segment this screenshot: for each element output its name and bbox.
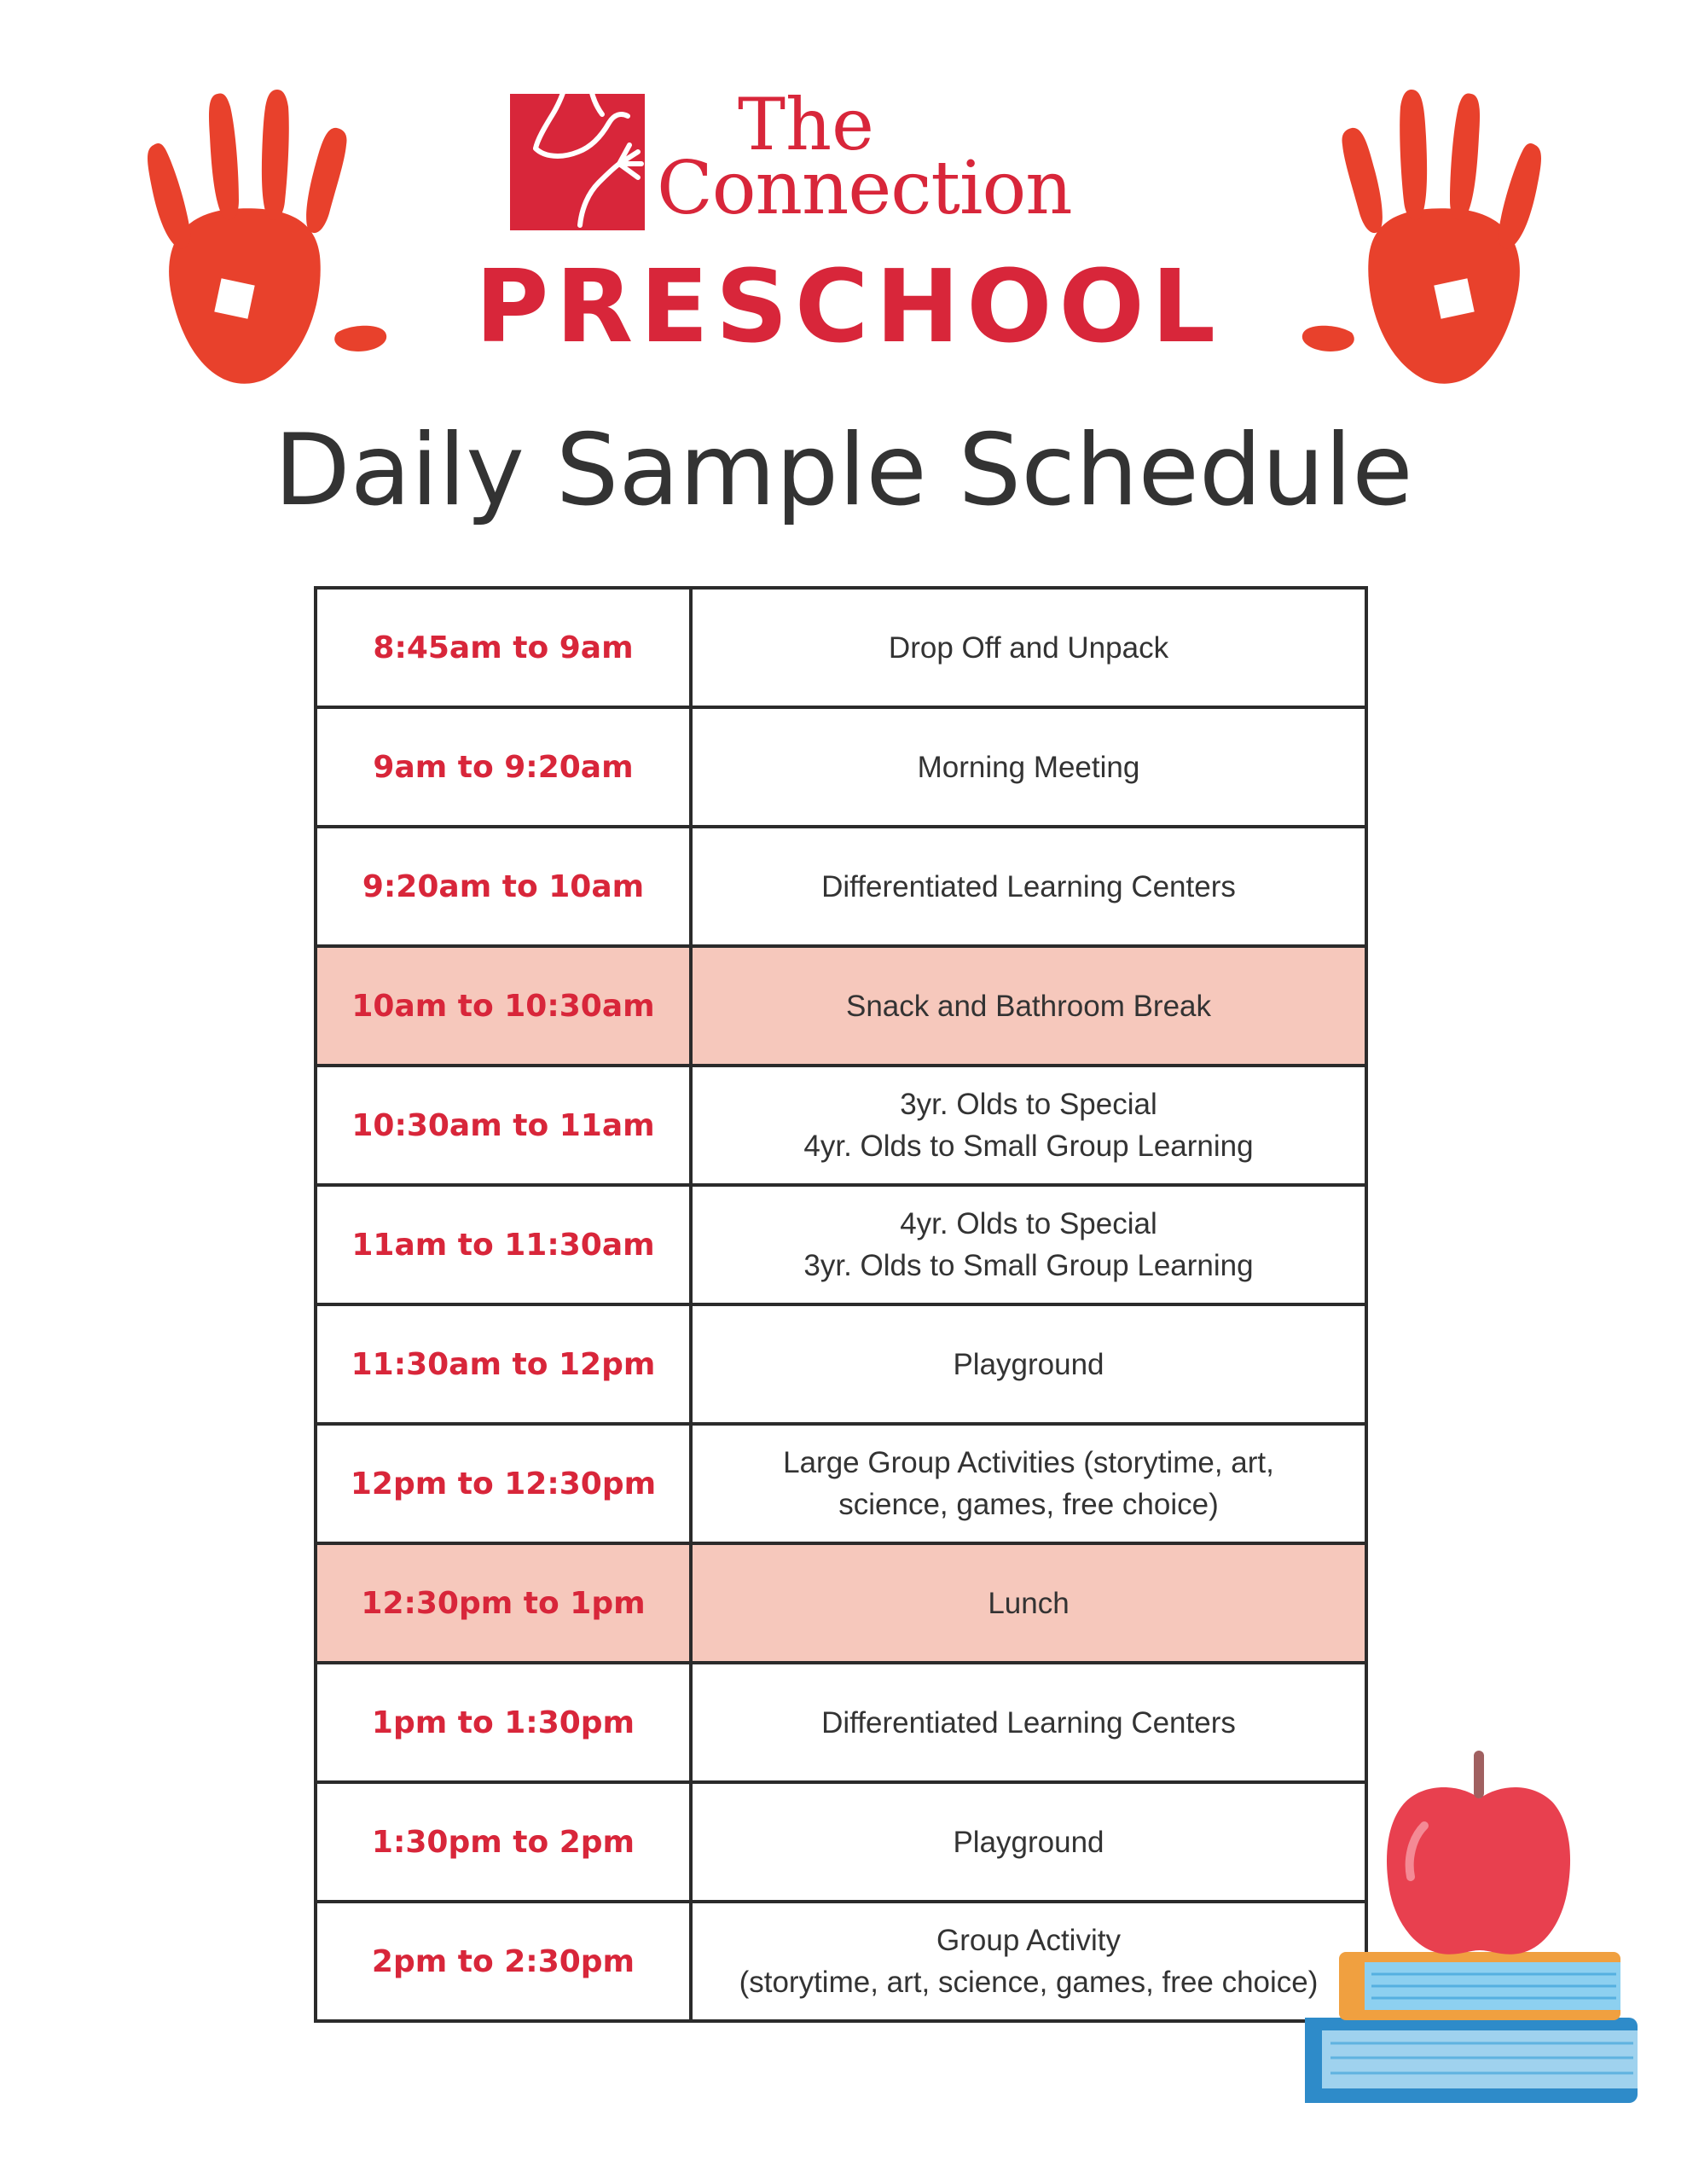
schedule-activity-line: Playground xyxy=(953,1825,1104,1859)
schedule-activity xyxy=(691,1663,1366,1782)
schedule-activity-line: 4yr. Olds to Small Group Learning xyxy=(803,1130,1254,1163)
schedule-row xyxy=(316,1902,1366,2021)
brand-name-connection: Connection xyxy=(657,146,1072,231)
helping-hands-logo-icon xyxy=(510,63,655,232)
schedule-activity-line: Large Group Activities (storytime, art, xyxy=(783,1446,1274,1479)
schedule-table xyxy=(314,586,1368,2023)
schedule-row xyxy=(316,1304,1366,1424)
schedule-time: 9am to 9:20am xyxy=(316,707,691,827)
schedule-activity-line: science, games, free choice) xyxy=(838,1488,1219,1521)
schedule-activity-line: Differentiated Learning Centers xyxy=(821,869,1236,903)
schedule-time: 12:30pm to 1pm xyxy=(316,1543,691,1663)
schedule-activity-line: (storytime, art, science, games, free choice) xyxy=(739,1966,1319,1999)
schedule-activity xyxy=(691,1304,1366,1424)
schedule-activity xyxy=(691,588,1366,707)
schedule-row xyxy=(316,1782,1366,1902)
schedule-row xyxy=(316,946,1366,1066)
schedule-row xyxy=(316,827,1366,946)
brand-name-the: The xyxy=(738,83,874,166)
schedule-table-body xyxy=(316,588,1366,2021)
schedule-activity-line: Group Activity xyxy=(936,1924,1121,1957)
schedule-time: 11:30am to 12pm xyxy=(316,1304,691,1424)
schedule-activity xyxy=(691,827,1366,946)
schedule-activity-line: Snack and Bathroom Break xyxy=(845,989,1211,1023)
schedule-activity-line: 3yr. Olds to Small Group Learning xyxy=(803,1249,1254,1282)
schedule-activity xyxy=(691,1066,1366,1185)
schedule-activity xyxy=(691,946,1366,1066)
schedule-time: 1:30pm to 2pm xyxy=(316,1782,691,1902)
schedule-time: 8:45am to 9am xyxy=(316,588,691,707)
schedule-activity-line: Playground xyxy=(953,1347,1104,1381)
schedule-time: 1pm to 1:30pm xyxy=(316,1663,691,1782)
schedule-activity-line: Differentiated Learning Centers xyxy=(821,1705,1236,1740)
schedule-activity-line: 4yr. Olds to Special xyxy=(900,1207,1157,1240)
left-handprint-icon xyxy=(136,77,392,418)
schedule-row xyxy=(316,588,1366,707)
schedule-activity-line: Lunch xyxy=(988,1586,1070,1620)
schedule-row xyxy=(316,1663,1366,1782)
schedule-activity xyxy=(691,1902,1366,2021)
program-heading: PRESCHOOL xyxy=(474,247,1223,365)
schedule-row xyxy=(316,1424,1366,1543)
schedule-row xyxy=(316,1066,1366,1185)
schedule-activity xyxy=(691,1782,1366,1902)
schedule-activity xyxy=(691,1543,1366,1663)
schedule-time: 2pm to 2:30pm xyxy=(316,1902,691,2021)
schedule-row xyxy=(316,1185,1366,1304)
right-handprint-icon xyxy=(1271,77,1552,418)
schedule-activity-line: Morning Meeting xyxy=(917,750,1140,784)
schedule-activity-line: Drop Off and Unpack xyxy=(888,630,1169,665)
schedule-activity xyxy=(691,1424,1366,1543)
apple-on-books-icon xyxy=(1305,1749,1663,2116)
schedule-row xyxy=(316,707,1366,827)
schedule-activity xyxy=(691,1185,1366,1304)
schedule-time: 10:30am to 11am xyxy=(316,1066,691,1185)
schedule-time: 10am to 10:30am xyxy=(316,946,691,1066)
schedule-time: 9:20am to 10am xyxy=(316,827,691,946)
schedule-activity-line: 3yr. Olds to Special xyxy=(900,1088,1157,1121)
schedule-activity xyxy=(691,707,1366,827)
page-title: Daily Sample Schedule xyxy=(274,413,1413,528)
schedule-row xyxy=(316,1543,1366,1663)
schedule-time: 12pm to 12:30pm xyxy=(316,1424,691,1543)
schedule-time: 11am to 11:30am xyxy=(316,1185,691,1304)
